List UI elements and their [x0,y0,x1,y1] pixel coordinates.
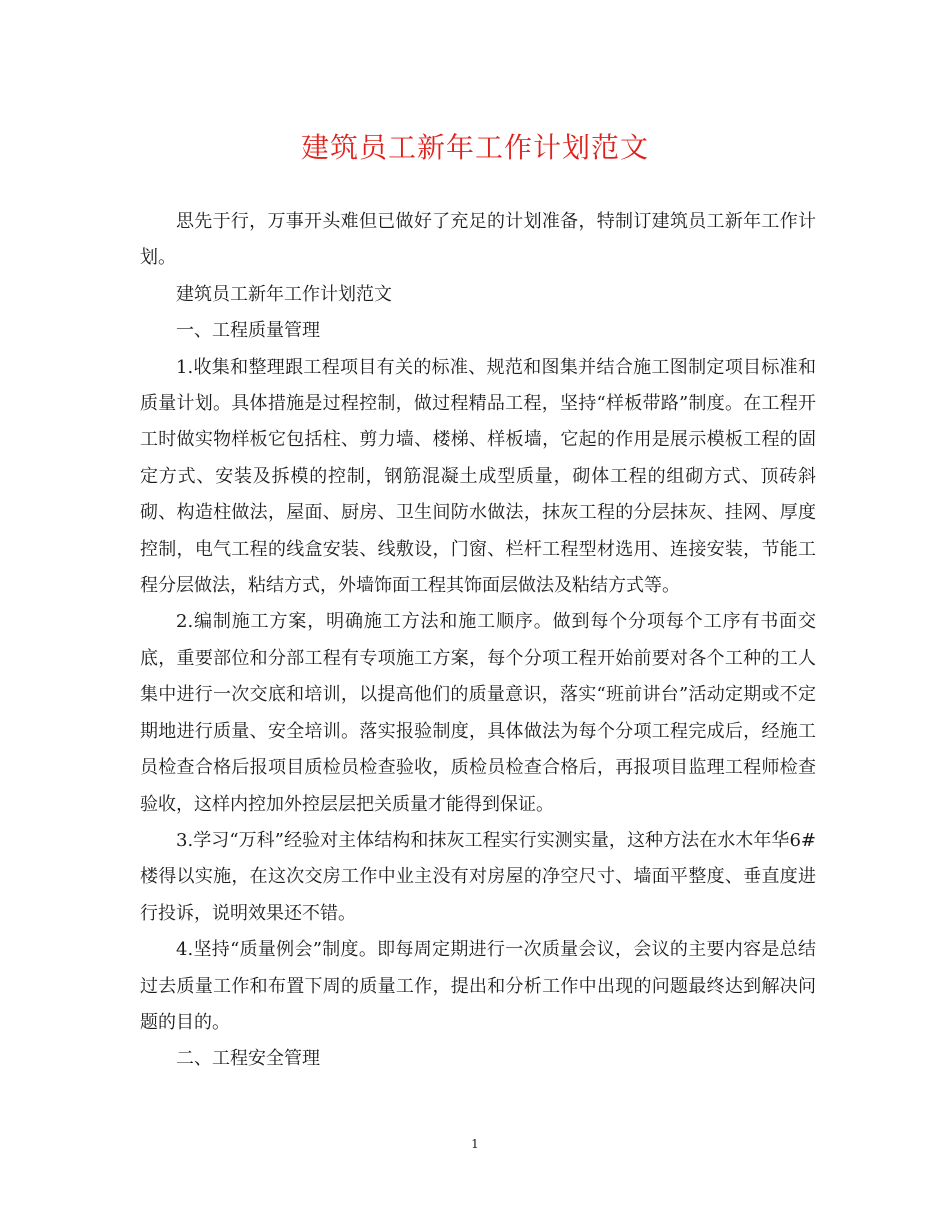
page-number: 1 [471,1137,479,1151]
quality-item-2: 2.编制施工方案，明确施工方法和施工顺序。做到每个分项每个工序有书面交底，重要部位和分部工程有专项施工方案，每个分项工程开始前要对各个工种的工人集中进行一次交底和培训，以提高他们的质量意识，落实“班前讲台”活动定期或不定期地进行质量、安全培训。落实报验制度，具体做法为每个分项工程完成后，经施工员检查合格后报项目质检员检查验收，质检员检查合格后，再报项目监理工程师检查验收，这样内控加外控层层把关质量才能得到保证。 [140,611,816,815]
section-heading-quality: 一、工程质量管理 [176,320,320,342]
subtitle-paragraph: 建筑员工新年工作计划范文 [176,283,392,305]
document-title: 建筑员工新年工作计划范文 [300,131,649,164]
section-heading-safety: 二、工程安全管理 [176,1048,320,1070]
quality-item-1: 1.收集和整理跟工程项目有关的标准、规范和图集并结合施工图制定项目标准和质量计划。具体措施是过程控制，做过程精品工程，坚持“样板带路”制度。在工程开工时做实物样板它包括柱、剪力墙、楼梯、样板墙，它起的作用是展示模板工程的固定方式、安装及拆模的控制，钢筋混凝土成型质量，砌体工程的组砌方式、顶砖斜砌、构造柱做法，屋面、厨房、卫生间防水做法，抹灰工程的分层抹灰、挂网、厚度控制，电气工程的线盒安装、线敷设，门窗、栏杆工程型材选用、连接安装，节能工程分层做法，粘结方式，外墙饰面工程其饰面层做法及粘结方式等。 [140,356,816,597]
quality-item-3: 3.学习“万科”经验对主体结构和抹灰工程实行实测实量，这种方法在水木年华6#楼得以实施，在这次交房工作中业主没有对房屋的净空尺寸、墙面平整度、垂直度进行投诉，说明效果还不错。 [140,829,816,924]
intro-paragraph: 思先于行，万事开头难但已做好了充足的计划准备，特制订建筑员工新年工作计划。 [140,211,816,269]
quality-item-4: 4.坚持“质量例会”制度。即每周定期进行一次质量会议，会议的主要内容是总结过去质量工作和布置下周的质量工作，提出和分析工作中出现的问题最终达到解决问题的目的。 [140,939,816,1033]
document-body [140,204,816,1078]
